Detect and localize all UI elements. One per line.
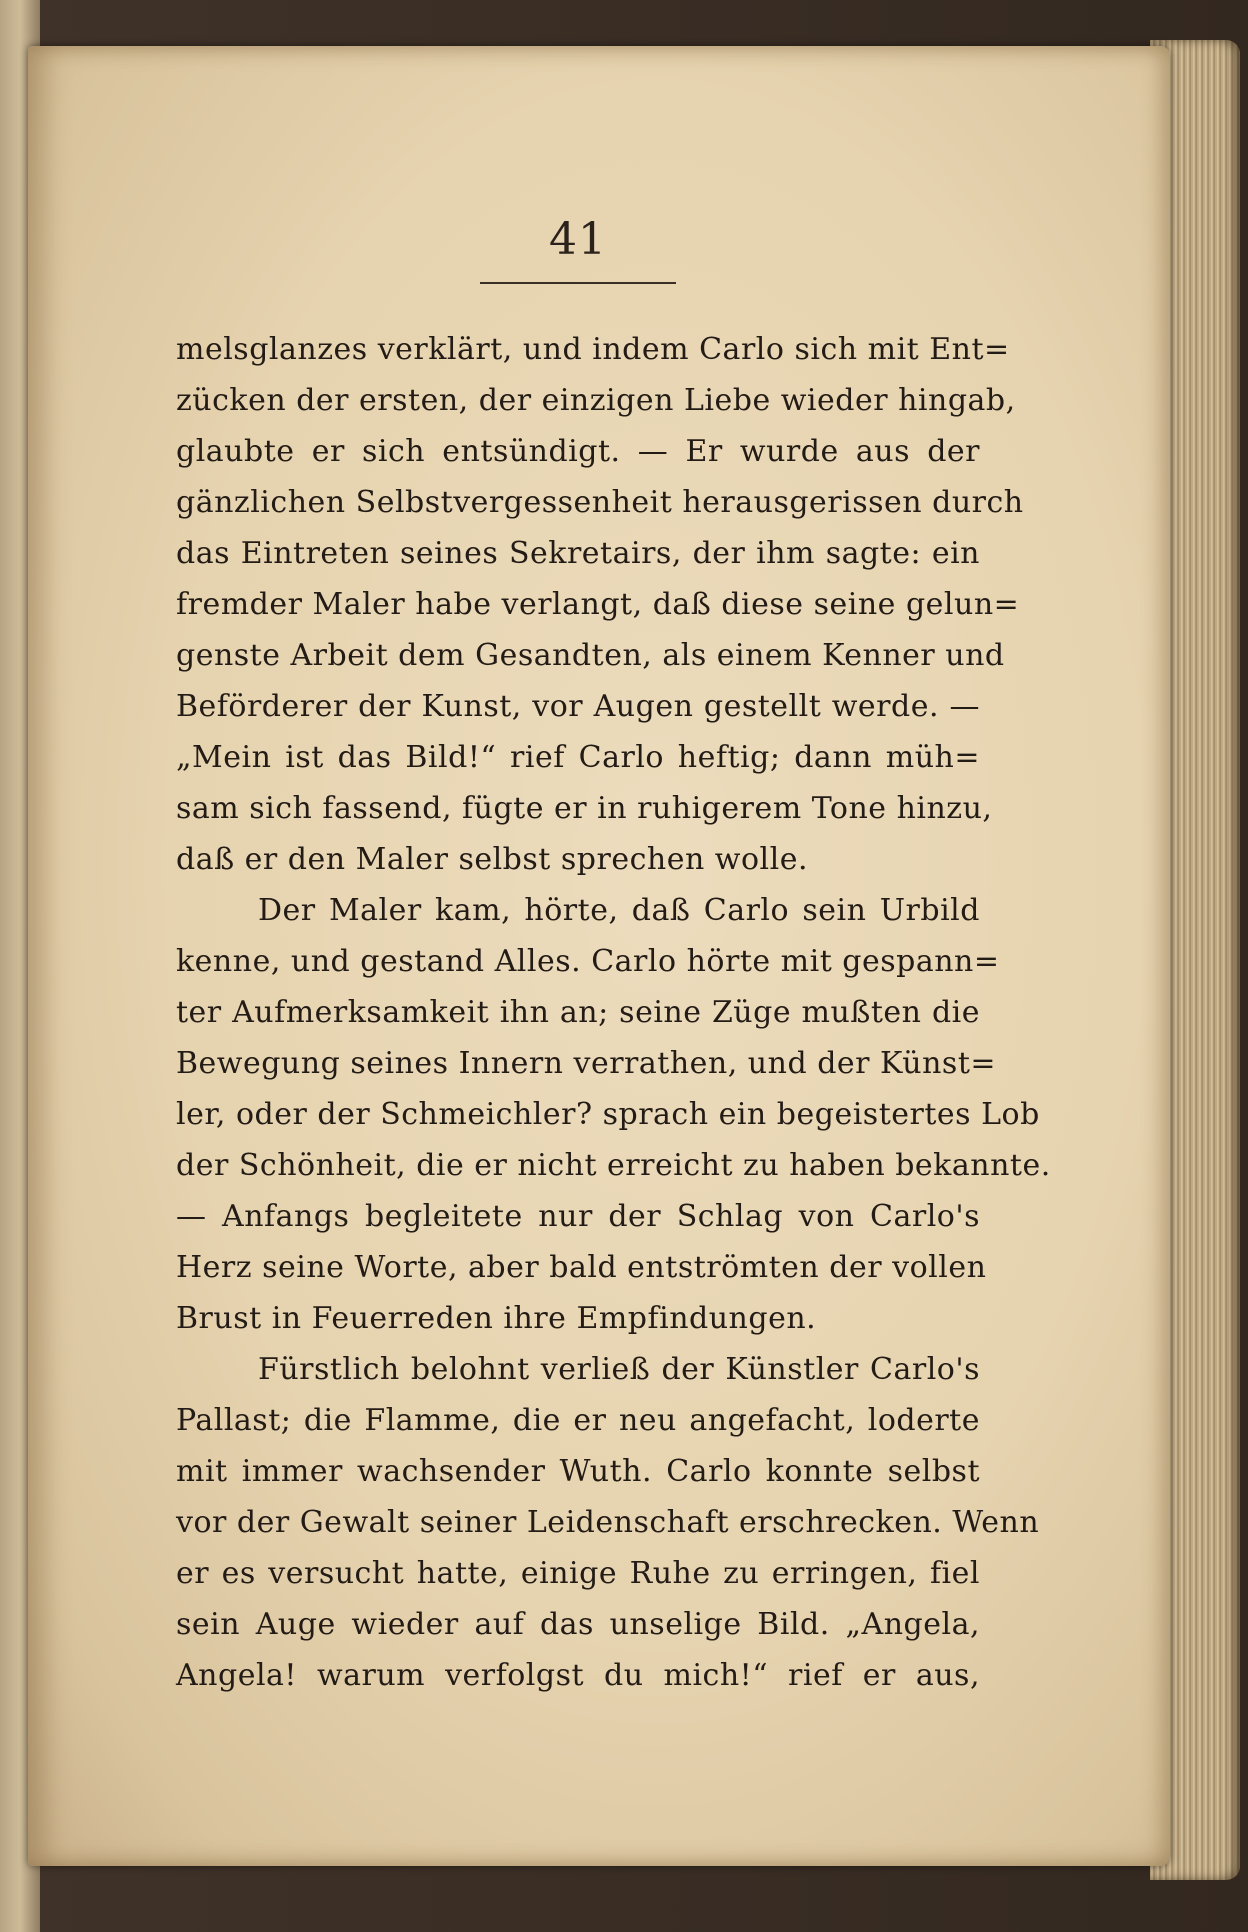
- body-text: [176, 324, 1051, 1701]
- text-line: Herz seine Worte, aber bald entströmten der vollen: [176, 1250, 987, 1285]
- text-line: Brust in Feuerreden ihre Empfindungen.: [176, 1301, 817, 1336]
- text-line: daß er den Maler selbst sprechen wolle.: [176, 842, 809, 877]
- header-rule: [480, 282, 676, 284]
- text-line: ler, oder der Schmeichler? sprach ein begeistertes Lob: [176, 1097, 1040, 1132]
- text-line: „Mein ist das Bild!“ rief Carlo heftig; dann müh=: [176, 740, 980, 775]
- text-line: melsglanzes verklärt, und indem Carlo sich mit Ent=: [176, 332, 1010, 367]
- text-line: kenne, und gestand Alles. Carlo hörte mit gespann=: [176, 944, 1000, 979]
- text-line: vor der Gewalt seiner Leidenschaft erschrecken. Wenn: [176, 1505, 1040, 1540]
- text-line: der Schönheit, die er nicht erreicht zu haben bekannte.: [176, 1148, 1051, 1183]
- text-line: Pallast; die Flamme, die er neu angefacht, loderte: [176, 1403, 980, 1438]
- text-line: mit immer wachsender Wuth. Carlo konnte selbst: [176, 1454, 980, 1489]
- text-line: das Eintreten seines Sekretairs, der ihm sagte: ein: [176, 536, 980, 571]
- text-line: — Anfangs begleitete nur der Schlag von Carlo's: [176, 1199, 980, 1234]
- text-line: Angela! warum verfolgst du mich!“ rief er aus,: [176, 1658, 980, 1693]
- text-line: fremder Maler habe verlangt, daß diese seine gelun=: [176, 587, 1020, 622]
- text-line: sam sich fassend, fügte er in ruhigerem Tone hinzu,: [176, 791, 993, 826]
- text-line: glaubte er sich entsündigt. — Er wurde aus der: [176, 434, 980, 469]
- text-line: zücken der ersten, der einzigen Liebe wieder hingab,: [176, 383, 1016, 418]
- text-line: Fürstlich belohnt verließ der Künstler Carlo's: [258, 1352, 980, 1387]
- text-line: sein Auge wieder auf das unselige Bild. „Angela,: [176, 1607, 980, 1642]
- text-line: Bewegung seines Innern verrathen, und der Künst=: [176, 1046, 997, 1081]
- text-line: er es versucht hatte, einige Ruhe zu erringen, fiel: [176, 1556, 980, 1591]
- text-line: genste Arbeit dem Gesandten, als einem Kenner und: [176, 638, 1005, 673]
- page-number: 41: [549, 214, 607, 265]
- text-line: gänzlichen Selbstvergessenheit herausgerissen durch: [176, 485, 1024, 520]
- text-line: ter Aufmerksamkeit ihn an; seine Züge mußten die: [176, 995, 980, 1030]
- text-line: Der Maler kam, hörte, daß Carlo sein Urbild: [258, 893, 980, 928]
- book-page: [28, 46, 1170, 1866]
- text-line: Beförderer der Kunst, vor Augen gestellt werde. —: [176, 689, 980, 724]
